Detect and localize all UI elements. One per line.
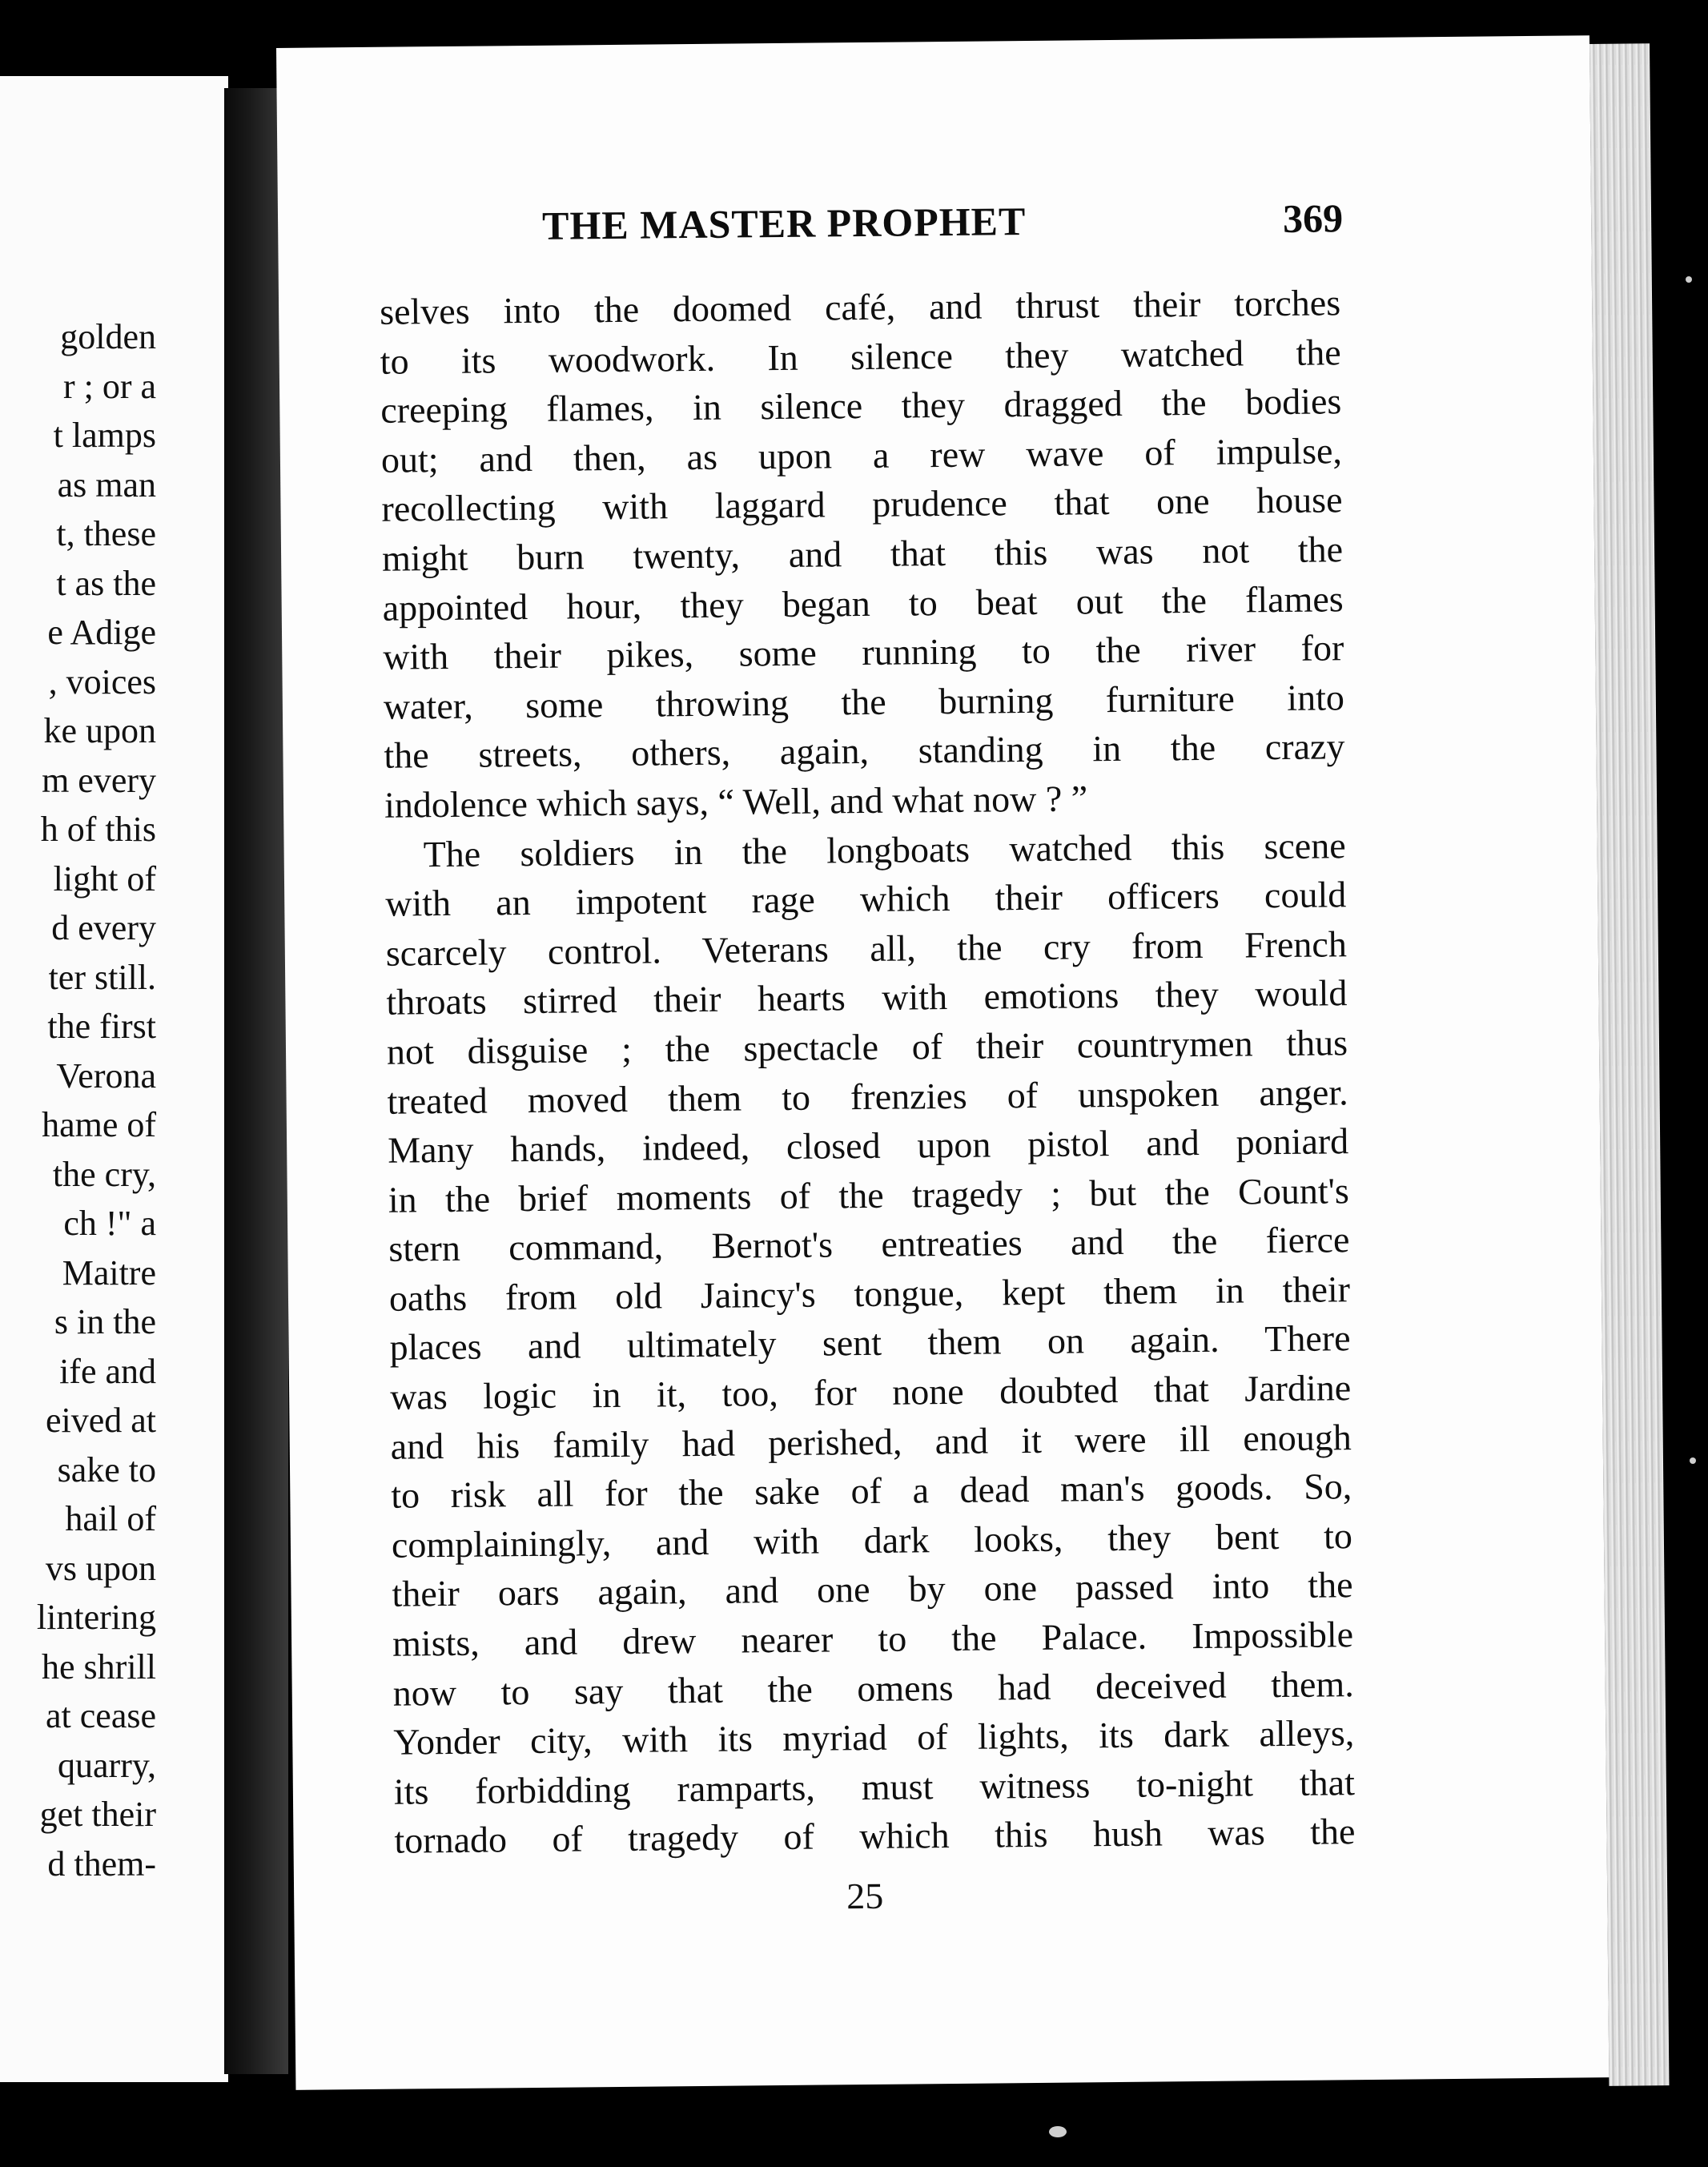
running-title: THE MASTER PROPHET [541,199,1027,248]
text-line: stern command, Bernot's entreaties and the fierce [388,1219,1350,1270]
previous-page-line: Maitre [62,1252,156,1293]
text-line: and his family had perished, and it were ill enough [390,1416,1352,1467]
previous-page-line: e Adige [47,613,156,652]
previous-page-line: vs upon [45,1548,156,1588]
text-line: creeping flames, in silence they dragged the bodies [380,380,1342,431]
page-number: 369 [1282,195,1344,241]
scan-speck [1690,1457,1696,1464]
previous-page [0,76,228,2082]
previous-page-line: d every [51,908,156,947]
text-line: oaths from old Jaincy's tongue, kept them in their [388,1268,1351,1319]
previous-page-line: ch !" a [63,1204,156,1243]
text-line: treated moved them to frenzies of unspoken anger. [387,1071,1348,1122]
previous-page-line: quarry, [58,1745,156,1785]
text-line: scarcely control. Veterans all, the cry from French [385,923,1348,974]
running-head [542,195,1344,260]
text-line: might burn twenty, and that this was not the [381,529,1344,579]
text-line: out; and then, as upon a rew wave of impulse, [380,430,1343,480]
text-line: indolence which says, “ Well, and what now ? ” [384,778,1088,826]
previous-page-line: hame of [42,1105,156,1144]
text-line: tornado of tragedy of which this hush was the [394,1811,1356,1862]
previous-page-text [0,312,156,1888]
text-line: mists, and drew nearer to the Palace. Impossible [392,1614,1354,1664]
previous-page-line: as man [57,464,156,505]
text-line: to its woodwork. In silence they watched the [380,331,1341,382]
previous-page-line: lintering [36,1598,156,1637]
text-line: with an impotent rage which their officers could [385,874,1347,924]
previous-page-line: at cease [46,1696,156,1735]
previous-page-line: h of this [40,810,156,849]
text-line: with their pikes, some running to the river for [383,627,1344,677]
previous-page-line: he shrill [42,1646,156,1687]
text-line: places and ultimately sent them on again. There [389,1317,1351,1369]
previous-page-line: t, these [56,514,156,553]
previous-page-line: the cry, [52,1154,156,1194]
text-line: to risk all for the sake of a dead man's goods. So, [391,1465,1352,1516]
text-line: recollecting with laggard prudence that one house [381,479,1343,530]
page-body-text [380,278,1356,1865]
previous-page-line: m every [42,760,156,800]
previous-page-line: , voices [48,661,156,702]
text-line: throats stirred their hearts with emotions they would [386,972,1348,1023]
previous-page-line: ke upon [43,711,156,750]
previous-page-line: eived at [45,1401,156,1440]
previous-page-line: t as the [56,563,156,603]
previous-page-line: ife and [59,1351,156,1391]
text-line: its forbidding ramparts, must witness to-night that [393,1761,1356,1812]
book-gutter [224,88,288,2074]
text-line: appointed hour, they began to beat out the flames [382,577,1344,629]
scan-speck [1049,2126,1067,2137]
text-line: Many hands, indeed, closed upon pistol and poniard [387,1120,1349,1171]
text-line: now to say that the omens had deceived them. [392,1662,1354,1714]
text-line: was logic in it, too, for none doubted that Jardine [389,1367,1352,1417]
previous-page-line: Verona [56,1055,156,1096]
previous-page-line: hail of [65,1499,156,1538]
text-line: complainingly, and with dark looks, they bent to [391,1515,1353,1566]
previous-page-line: get their [39,1795,156,1834]
previous-page-line: r ; or a [62,366,156,406]
text-line: their oars again, and one by one passed into the [392,1564,1353,1615]
text-line: selves into the doomed café, and thrust their torches [379,282,1341,332]
scan-speck [1686,276,1692,283]
text-line: not disguise ; the spectacle of their countrymen thus [386,1022,1348,1072]
text-line: water, some throwing the burning furniture into [383,676,1345,727]
text-line: the streets, others, again, standing in the crazy [384,726,1345,777]
previous-page-line: t lamps [53,416,156,455]
current-page [276,35,1609,2090]
previous-page-line: light of [53,858,156,899]
previous-page-line: golden [60,317,156,356]
previous-page-line: sake to [57,1449,156,1490]
previous-page-line: ter still. [48,957,156,997]
text-line: The soldiers in the longboats watched this scene [423,824,1346,874]
previous-page-line: s in the [54,1302,156,1341]
signature-mark: 25 [846,1875,884,1917]
text-line: in the brief moments of the tragedy ; but the Count's [388,1169,1349,1220]
previous-page-line: the first [47,1007,156,1046]
text-line: Yonder city, with its myriad of lights, its dark alleys, [393,1712,1355,1763]
previous-page-line: d them- [47,1843,156,1884]
